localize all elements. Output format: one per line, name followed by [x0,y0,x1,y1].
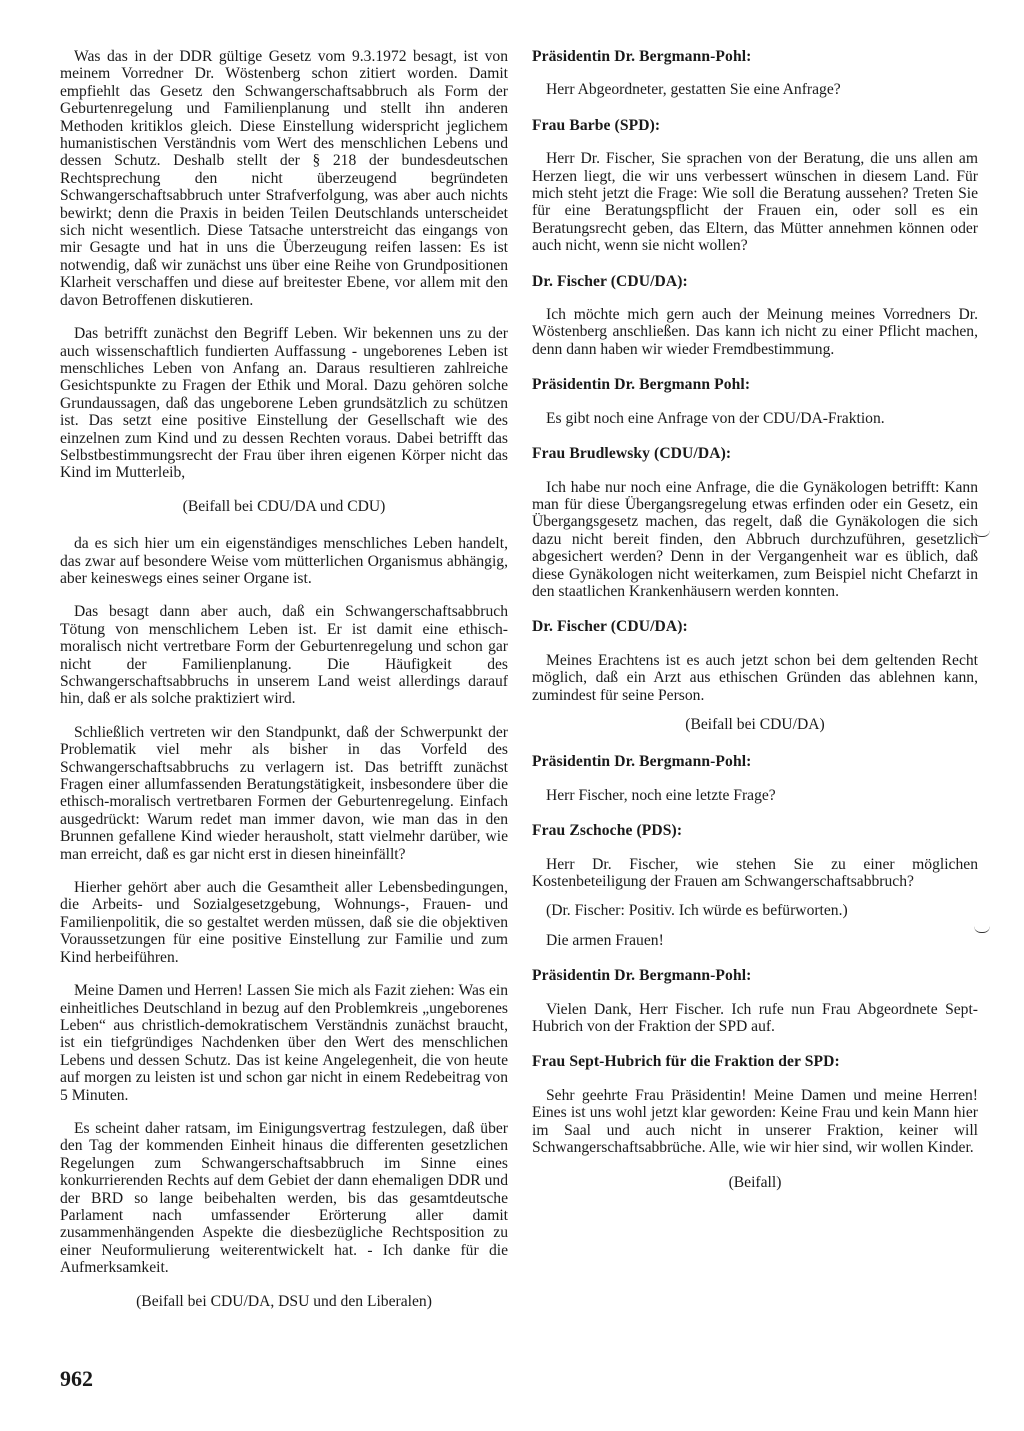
speech-text: Es gibt noch eine Anfrage von der CDU/DA-Fraktion. [546,409,885,427]
speaker-heading: Dr. Fischer (CDU/DA): [532,272,688,290]
speaker-heading: Frau Sept-Hubrich für die Fraktion der SPD: [532,1053,840,1071]
paragraph: da es sich hier um ein eigenständiges menschliches Leben handelt, das zwar auf besondere Weise vom mütterlichen Organismus abhängig, aber keineswegs eines seiner Organe ist. [60,535,508,587]
speaker-heading: Frau Brudlewsky (CDU/DA): [532,445,732,463]
speech-text: Die armen Frauen! [546,931,664,949]
interjection: (Beifall bei CDU/DA) [685,715,825,733]
speech-text: Herr Fischer, noch eine letzte Frage? [546,786,776,804]
speaker-heading: Präsidentin Dr. Bergmann-Pohl: [532,753,752,771]
speech-text: Meines Erachtens ist es auch jetzt schon bei dem geltenden Recht möglich, daß ein Arzt aus ethischen Gründen das ablehnen kann, zumindest für seine Person. [532,651,978,704]
paragraph: Schließlich vertreten wir den Standpunkt, daß der Schwerpunkt der Problematik viel mehr als bisher in das Vorfeld des Schwangerschaftsabbruchs zu verlagern ist. Das betrifft zunächst Fragen einer allumfassenden Beratungstätigkeit, insbesondere über die ethisch-moralisch vertretbaren Formen der Geburtenregelung. Einfach ausgedrückt: Warum redet man immer davon, wie man das in den Brunnen gefallene Kind wieder herausholt, statt vielmehr darüber, wie man erreicht, daß es gar nicht erst in diesen hineinfällt? [60,723,508,863]
interjection: (Beifall) [728,1174,782,1192]
interjection: (Beifall bei CDU/DA und CDU) [182,497,386,515]
page-number: 962 [60,1366,93,1391]
speech-text: Herr Abgeordneter, gestatten Sie eine Anfrage? [546,81,841,99]
speaker-heading: Frau Zschoche (PDS): [532,822,683,840]
margin-mark [974,530,990,537]
paragraph: Es scheint daher ratsam, im Einigungsvertrag festzulegen, daß über den Tag der kommenden Einheit hinaus die differenten gesetzlichen Regelungen zum Schwangerschaftsabbruch im Sinne eines konkurrierenden Rechts auf dem Gebiet der dann ehemaligen DDR und der BRD so lange beibehalten werden, bis das gesamtdeutsche Parlament nach umfassender Erörterung aller damit zusammenhängenden Aspekte die diesbezügliche Rechtsposition zu einer Neuformulierung weiterentwickelt hat. - Ich danke für die Aufmerksamkeit. [60,1119,508,1277]
speech-text: Vielen Dank, Herr Fischer. Ich rufe nun Frau Abgeordnete Sept-Hubrich von der Fraktion der SPD auf. [532,1000,978,1036]
speaker-heading: Präsidentin Dr. Bergmann-Pohl: [532,967,752,985]
paragraph: Das betrifft zunächst den Begriff Leben. Wir bekennen uns zu der auch wissenschaftlich fundierten Auffassung - ungeborenes Leben ist menschliches Leben von Anfang an. Daraus resultieren zahlreiche Gesichtspunkte zu Fragen der Ethik und Moral. Dazu gehören solche Grundaussagen, daß das ungeborene Leben grundsätzlich zu schützen ist. Das setzt eine positive Einstellung der Gesellschaft wie des einzelnen zum Kind und zu dessen Rechten voraus. Dabei betrifft das Selbstbestimmungsrecht der Frau über ihren eigenen Körper nicht das Kind im Mutterleib, [60,325,508,482]
margin-mark [974,926,990,933]
interjection: (Dr. Fischer: Positiv. Ich würde es befürworten.) [546,902,848,920]
paragraph: Meine Damen und Herren! Lassen Sie mich als Fazit ziehen: Was ein einheitliches Deutschland in bezug auf den Problemkreis „ungeborenes Leben“ aus christlich-demokratischem Verständnis zunächst braucht, ist ein tiefgründiges Nachdenken über den Wert des menschlichen Lebens und dessen Schutz. Das ist keine Angelegenheit, die von heute auf morgen zu leisten ist und schon gar nicht in einem Redebeitrag von 5 Minuten. [60,982,508,1104]
speech-text: Sehr geehrte Frau Präsidentin! Meine Damen und meine Herren! Eines ist uns wohl jetzt klar geworden: Keine Frau und kein Mann hier im Saal und auch nicht in unserer Fraktion, keiner will Schwangerschaftsabbrüche. Alle, wie wir hier sind, wir wollen Kinder. [532,1086,978,1157]
speech-text: Herr Dr. Fischer, wie stehen Sie zu einer möglichen Kostenbeteiligung der Frauen am Schwangerschaftsabbruch? [532,855,978,890]
speaker-heading: Präsidentin Dr. Bergmann-Pohl: [532,48,752,65]
speaker-heading: Dr. Fischer (CDU/DA): [532,618,688,636]
paragraph: Das besagt dann aber auch, daß ein Schwangerschaftsabbruch Tötung von menschlichem Leben ist. Er ist damit eine ethisch-moralisch nicht vertretbare Form der Geburtenregelung und schon gar nicht der Familienplanung. Die Häufigkeit des Schwangerschaftsabbruchs in unserem Land weist allerdings darauf hin, daß er als solche praktiziert wird. [60,603,508,708]
paragraph: Hierher gehört aber auch die Gesamtheit aller Lebensbedingungen, die Arbeits- und Sozialgesetzgebung, Wohnungs-, Frauen- und Familienpolitik, die so gestaltet werden müssen, daß sie die objektiven Voraussetzungen für eine positive Einstellung zur Familie und zum Kind herbeiführen. [60,879,508,966]
speaker-heading: Frau Barbe (SPD): [532,116,661,134]
speech-text: Ich möchte mich gern auch der Meinung meines Vorredners Dr. Wöstenberg anschließen. Das kann ich nicht zu einer Pflicht machen, denn dann haben wir wieder Fremdbestimmung. [532,306,978,358]
interjection: (Beifall bei CDU/DA, DSU und den Liberalen) [136,1292,432,1310]
speaker-heading: Präsidentin Dr. Bergmann Pohl: [532,376,751,394]
left-column [60,48,508,1330]
right-column [532,48,978,1212]
paragraph: Was das in der DDR gültige Gesetz vom 9.3.1972 besagt, ist von meinem Vorredner Dr. Wöstenberg schon zitiert worden. Damit empfiehlt das Gesetz den Schwangerschaftsabbruch als Form der Geburtenregelung und Familienplanung und stellt ihn anderen Methoden kritiklos gleich. Diese Einstellung widerspricht jeglichem humanistischen Verständnis vom Wert des menschlichen Lebens und dessen Schutz. Deshalb stellt der § 218 der bundesdeutschen Rechtsprechung den nicht überzeugend begründeten Schwangerschaftsabbruch unter Strafverfolgung, was aber auch nichts bewirkt; denn die Praxis in beiden Teilen Deutschlands unterscheidet sich nicht wesentlich. Diese Tatsache unterstreicht das eingangs von mir Gesagte und hat in uns die Überzeugung reifen lassen: Es ist notwendig, daß wir zunächst uns über eine Reihe von Grundpositionen Klarheit verschaffen und diese auf breitester Ebene, vor allem mit den davon Betroffenen diskutieren. [60,48,508,309]
speech-text: Ich habe nur noch eine Anfrage, die die Gynäkologen betrifft: Kann man für diese Übergangsregelung etwas erfinden oder ein Gesetz, ein Übergangsgesetz machen, das regelt, daß die Gynäkologen die sich dazu nicht bereit finden, den Abbruch durchzuführen, gesetzlich abgesichert werden? Denn in der Vergangenheit war es üblich, daß diese Gynäkologen nicht weiterkamen, zum Beispiel nicht Chefarzt in den staatlichen Krankenhäusern werden konnten. [532,478,978,600]
speech-text: Herr Dr. Fischer, Sie sprachen von der Beratung, die uns allen am Herzen liegt, die wir uns verbessert wünschen in diesem Land. Für mich steht jetzt die Frage: Wie soll die Beratung aussehen? Treten Sie für eine Beratungspflicht der Frauen ein, oder soll es ein Beratungsrecht geben, das Eltern, das Mütter annehmen können oder auch nicht, wenn sie nicht wollen? [532,150,978,255]
